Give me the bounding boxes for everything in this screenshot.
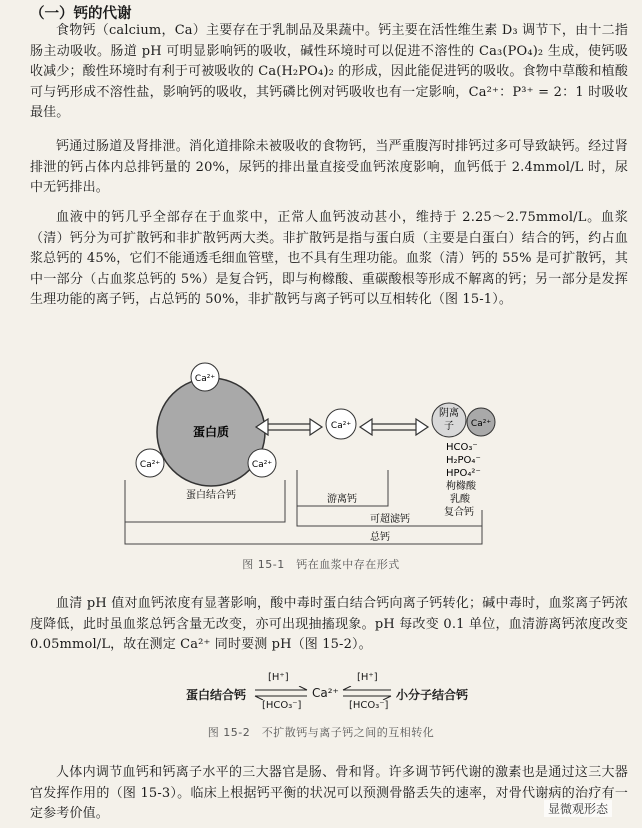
rxn-h-label-1: [H⁺] [268, 672, 289, 683]
rxn-hco3-label-1: [HCO₃⁻] [262, 700, 302, 711]
rxn-left-label: 蛋白结合钙 [186, 688, 247, 702]
ultrafilterable-label: 可超滤钙 [370, 514, 410, 525]
paragraph-ph-effect: 血清 pH 值对血钙浓度有显著影响，酸中毒时蛋白结合钙向离子钙转化；碱中毒时，血浆离子钙浓度降低，此时虽血浆总钙含量无改变，亦可出现抽搐现象。pH 每改变 0.1 单位，血清游离钙浓度改变 0.05mmol/L，故在测定 Ca²⁺ 同时要测 pH（图 15-2）。 [30, 596, 628, 652]
free-ca-text: 游离钙 [327, 494, 357, 505]
paragraph-excretion: 钙通过肠道及肾排泄。消化道排除未被吸收的食物钙，当严重腹泻时排钙过多可导致缺钙。经过肾排泄的钙占体内总排钙量的 20%，尿钙的排出量直接受血钙浓度影响，血钙低于 2.4mmol/L 时，尿中无钙排出。 [30, 139, 628, 195]
rxn-h-label-2: [H⁺] [357, 672, 378, 683]
figure-15-2 [0, 670, 642, 720]
complex-ca-label: Ca²⁺ [470, 419, 492, 429]
paragraph-blood-calcium: 血液中的钙几乎全部存在于血浆中，正常人血钙波动甚小，维持于 2.25～2.75mmol/L。血浆（清）钙分为可扩散钙和非扩散钙两大类。非扩散钙是指与蛋白质（主要是白蛋白）结合的钙，约占血浆总钙的 45%，它们不能通透毛细血管壁，也不具有生理功能。血浆（清）钙的 55% 是可扩散钙，其中一部分（占血浆总钙的 5%）是复合钙，即与枸橼酸、重碳酸根等形成不解离的钙；另一部分是发挥生理功能的离子钙，占总钙的 50%，非扩散钙与离子钙可以互相转化（图 15-1）。 [30, 210, 628, 307]
ca-label: Ca²⁺ [194, 374, 216, 384]
figure-15-1-caption: 图 15-1 钙在血浆中存在形式 [242, 558, 400, 571]
complex-label: 复合钙 [444, 507, 474, 518]
rxn-right-label: 小分子结合钙 [396, 688, 469, 702]
anion-label: 阴离 [439, 408, 459, 419]
figure-15-2-caption: 图 15-2 不扩散钙与离子钙之间的互相转化 [207, 726, 435, 739]
double-arrow [360, 419, 428, 435]
rxn-middle-label: Ca²⁺ [312, 686, 339, 700]
section-heading: （一）钙的代谢 [30, 6, 132, 22]
lactate-label: 乳酸 [450, 494, 470, 505]
citrate-label: 枸橼酸 [446, 481, 476, 492]
total-ca-label: 总钙 [370, 532, 390, 543]
figure-15-1 [0, 362, 642, 552]
rxn-hco3-label-2: [HCO₃⁻] [349, 700, 389, 711]
protein-label: 蛋白质 [192, 425, 230, 439]
bracket-lines [125, 470, 482, 544]
anion-label: 子 [444, 421, 454, 432]
equilibrium-arrow-1 [253, 686, 309, 700]
watermark: 显微观形态 [544, 800, 612, 817]
protein-bound-label: 蛋白结合钙 [186, 490, 236, 501]
hpo4-label: HPO₄²⁻ [446, 468, 481, 479]
hco3-label: HCO₃⁻ [446, 442, 478, 453]
free-ca-label: Ca²⁺ [330, 421, 352, 431]
double-arrow [256, 419, 322, 435]
equilibrium-arrow-2 [341, 686, 393, 700]
ca-label: Ca²⁺ [139, 460, 161, 470]
h2po4-label: H₂PO₄⁻ [446, 455, 481, 466]
paragraph-absorption: 食物钙（calcium，Ca）主要存在于乳制品及果蔬中。钙主要在活性维生素 D₃ 调节下，由十二指肠主动吸收。肠道 pH 可明显影响钙的吸收，碱性环境时可以促进不溶性的 Ca₃(PO₄)₂ 生成，使钙吸收减少；酸性环境时有利于可被吸收的 Ca(H₂PO₄)₂ 的形成，因此能促进钙的吸收。食物中草酸和植酸可与钙形成不溶性盐，影响钙的吸收，其钙磷比例对钙吸收也有一定影响，Ca²⁺：P³⁺ = 2：1 时吸收最佳。 [30, 23, 628, 120]
paragraph-regulation: 人体内调节血钙和钙离子水平的三大器官是肠、骨和肾。许多调节钙代谢的激素也是通过这三大器官发挥作用的（图 15-3）。临床上根据钙平衡的状况可以预测骨骼丢失的速率，对骨代谢病的治疗有一定参考价值。 [30, 765, 628, 821]
ca-label: Ca²⁺ [251, 460, 273, 470]
